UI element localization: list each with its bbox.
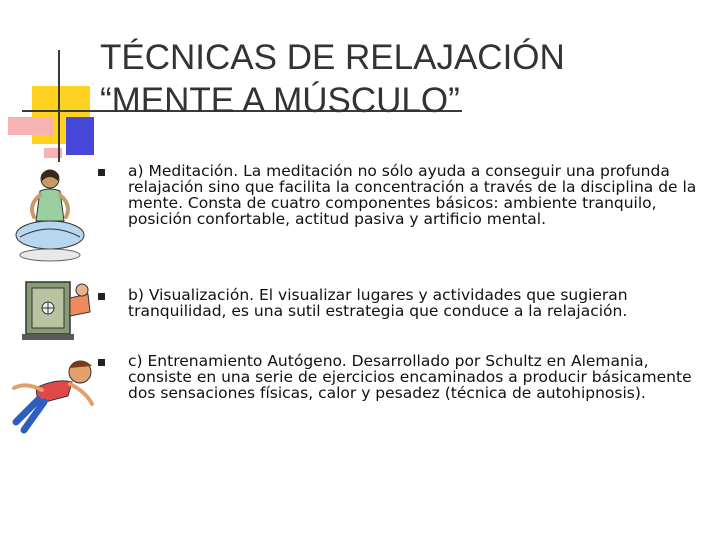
decor-vertical-line [58, 50, 60, 162]
bullet-text: c) Entrenamiento Autógeno. Desarrollado por Schultz en Alemania, consiste en una serie de ejercicios encaminados a producir básicamente dos sensaciones físicas, calor y pesadez (técnica de autohipnosis). [128, 352, 692, 402]
safe-with-person-icon [12, 268, 94, 348]
bullet-text: b) Visualización. El visualizar lugares y actividades que sugieran tranquilidad, es una sutil estrategia que conduce a la relajación. [128, 286, 628, 320]
bullet-square-icon [98, 359, 105, 366]
reclining-person-icon [6, 352, 98, 438]
bullet-item-meditacion [98, 163, 702, 227]
slide-title-line2: “MENTE A MÚSCULO” [100, 81, 460, 120]
slide-title-line1: TÉCNICAS DE RELAJACIÓN [100, 38, 565, 77]
bullet-text: a) Meditación. La meditación no sólo ayuda a conseguir una profunda relajación sino que facilita la concentración a través de la disciplina de la mente. Consta de cuatro componentes básicos: ambiente tranquilo, posición confortable, actitud pasiva y artificio mental. [128, 162, 697, 228]
bullet-item-autogeno [98, 353, 702, 401]
bullet-square-icon [98, 293, 105, 300]
slide-title [100, 36, 700, 122]
decor-blue-square [66, 117, 94, 155]
meditating-woman-icon [10, 165, 88, 265]
bullet-item-visualizacion [98, 287, 702, 319]
bullet-square-icon [98, 169, 105, 176]
decor-pink-bar [8, 117, 54, 135]
